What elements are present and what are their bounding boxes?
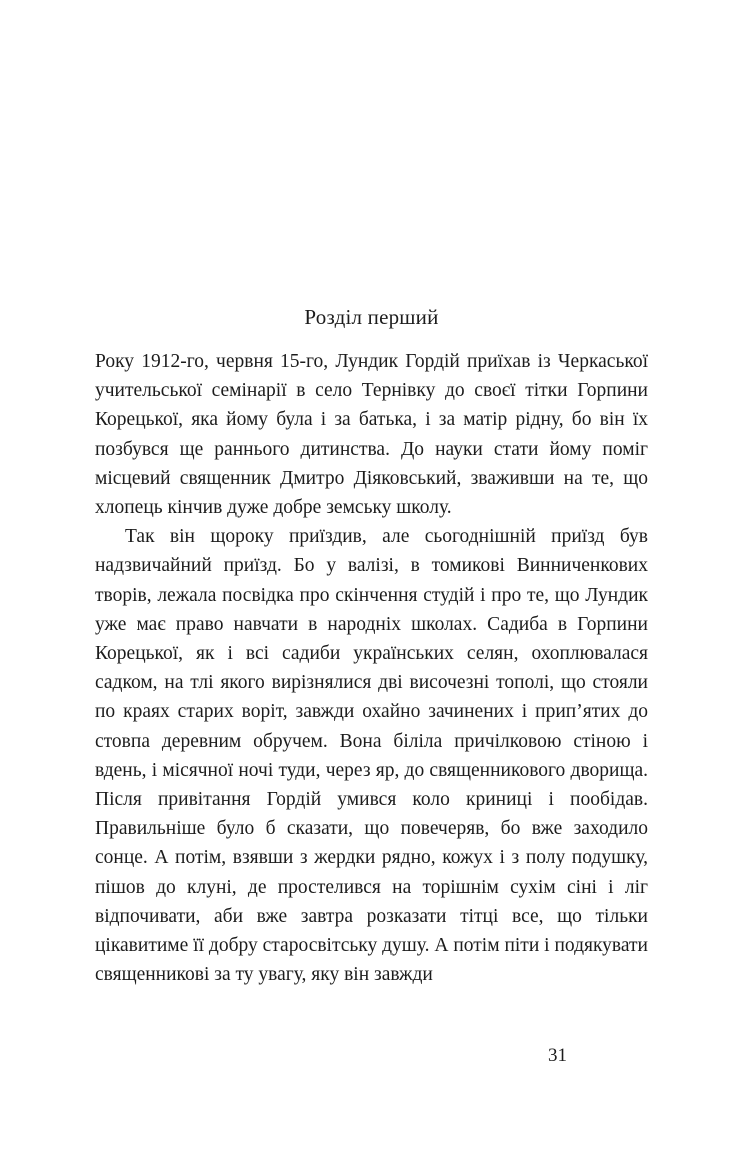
body-paragraph: Так він щороку приїздив, але сьогоднішній приїзд був надзвичайний приїзд. Бо у валізі, в томикові Винниченкових творів, лежала посвідка про скінчення студій і про те, що Лундик уже має право навчати в народніх школах. Садиба в Горпини Корецької, як і всі садиби українських селян, охоплювалася садком, на тлі якого вирізнялися дві височезні тополі, що стояли по краях старих воріт, завжди охайно зачинених і прип’ятих до стовпа деревним обручем. Вона біліла причілковою стіною і вдень, і місячної ночі туди, через яр, до священникового дворища. Після привітання Гордій умився коло криниці і пообідав. Правильніше було б сказати, що повечеряв, бо вже заходило сонце. А потім, взявши з жердки рядно, кожух і з полу подушку, пішов до клуні, де простелився на торішнім сухім сіні і ліг відпочивати, аби вже завтра розказати тітці все, що тільки цікавитиме її добру старосвітську душу. А потім піти і подякувати священникові за ту увагу, яку він завжди xyxy=(95,526,648,986)
text-block xyxy=(95,303,648,989)
chapter-heading: Розділ перший xyxy=(304,305,439,329)
body-paragraph: Року 1912-го, червня 15-го, Лундик Гордій приїхав із Черкаської учительської семінарії в село Тернівку до своєї тітки Горпини Корецької, яка йому була і за батька, і за матір рідну, бо він їх позбувся ще раннього дитинства. До науки стати йому поміг місцевий священник Дмитро Діяковський, зваживши на те, що хлопець кінчив дуже добре земську школу. xyxy=(95,351,648,519)
page-number: 31 xyxy=(548,1045,567,1066)
